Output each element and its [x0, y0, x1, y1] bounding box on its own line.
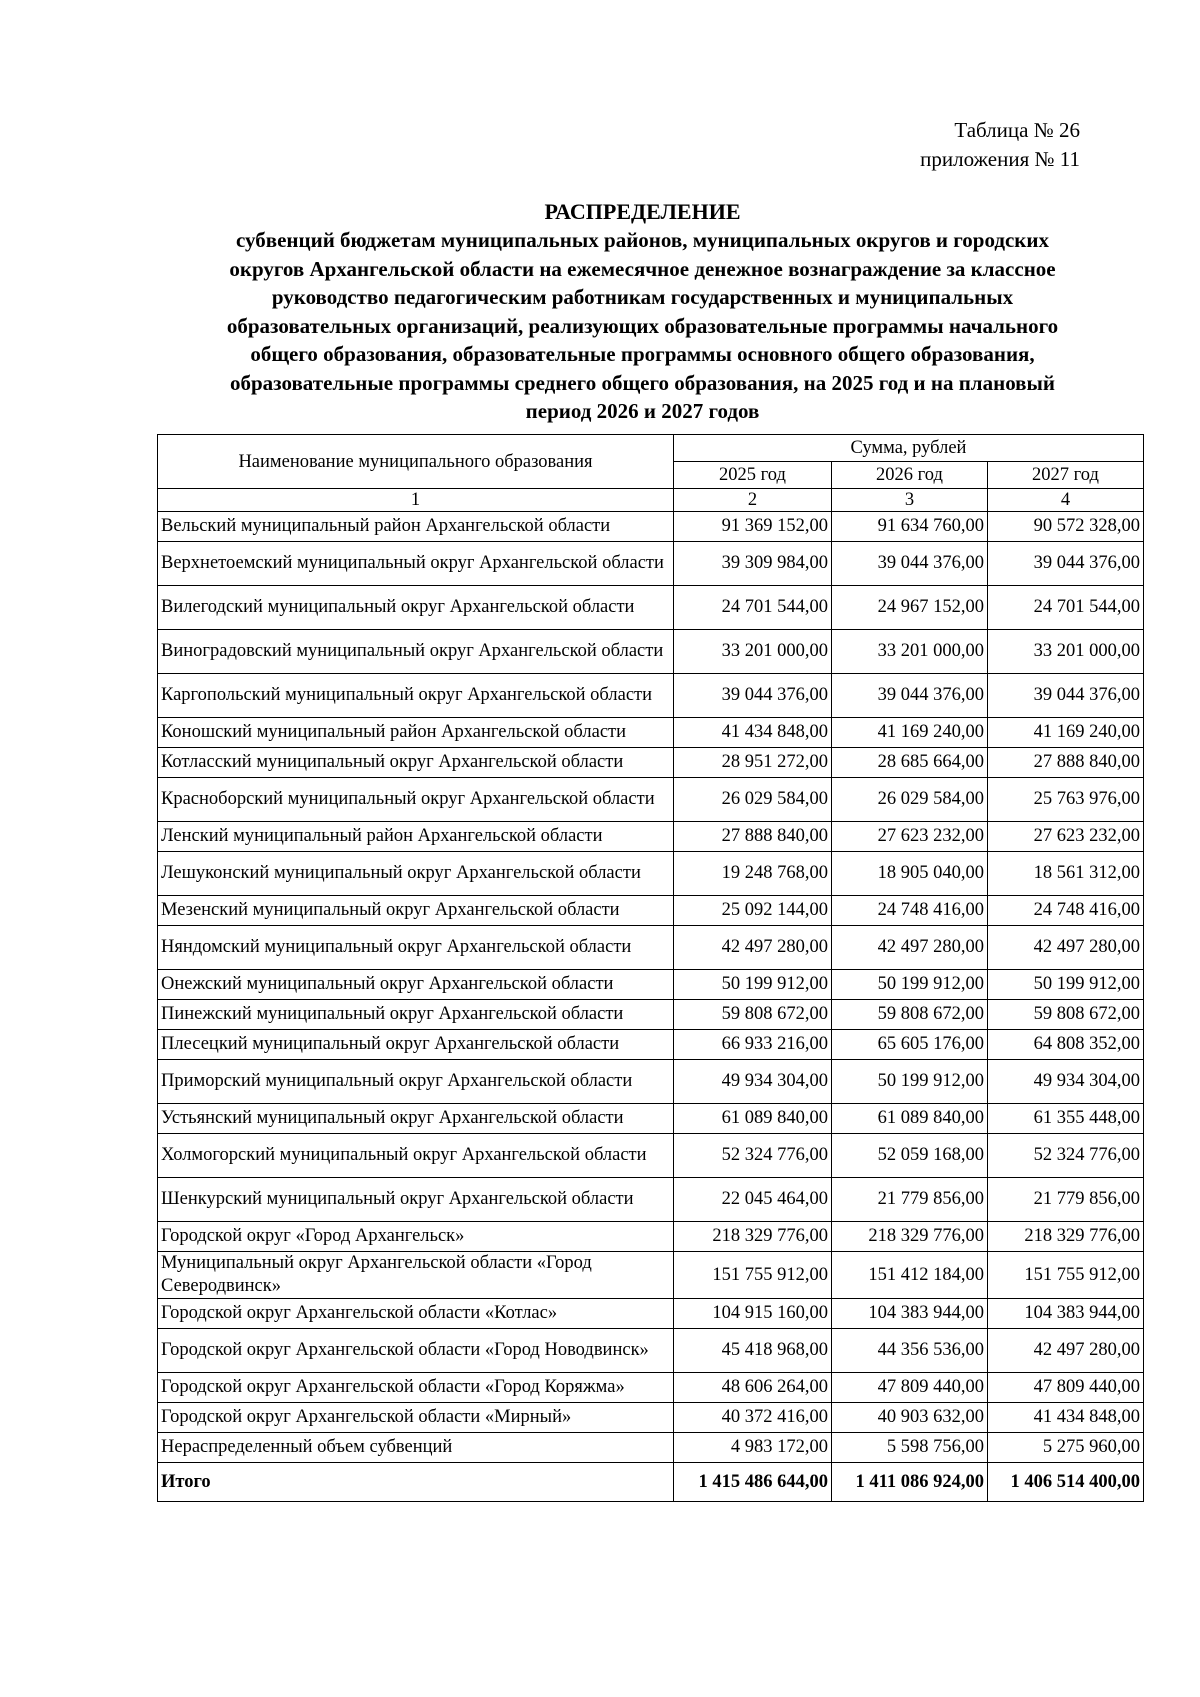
table-row [158, 718, 1144, 748]
amount-2027: 42 497 280,00 [988, 1329, 1144, 1373]
amount-2026: 104 383 944,00 [832, 1299, 988, 1329]
municipality-name: Котласский муниципальный округ Архангельской области [158, 748, 674, 778]
amount-2026: 21 779 856,00 [832, 1178, 988, 1222]
amount-2026: 28 685 664,00 [832, 748, 988, 778]
amount-2025: 52 324 776,00 [674, 1134, 832, 1178]
amount-2025: 27 888 840,00 [674, 822, 832, 852]
municipality-name: Городской округ Архангельской области «Мирный» [158, 1403, 674, 1433]
amount-2027: 59 808 672,00 [988, 1000, 1144, 1030]
table-number: Таблица № 26 [954, 118, 1080, 142]
table-row [158, 1373, 1144, 1403]
municipality-name: Городской округ «Город Архангельск» [158, 1222, 674, 1252]
table-row [158, 512, 1144, 542]
amount-2026: 39 044 376,00 [832, 542, 988, 586]
amount-2025: 42 497 280,00 [674, 926, 832, 970]
table-row [158, 748, 1144, 778]
municipality-name: Ленский муниципальный район Архангельской области [158, 822, 674, 852]
municipality-name: Мезенский муниципальный округ Архангельской области [158, 896, 674, 926]
amount-2027: 27 888 840,00 [988, 748, 1144, 778]
amount-2027: 39 044 376,00 [988, 542, 1144, 586]
amount-2025: 59 808 672,00 [674, 1000, 832, 1030]
amount-2026: 27 623 232,00 [832, 822, 988, 852]
amount-2027: 41 169 240,00 [988, 718, 1144, 748]
amount-2026: 42 497 280,00 [832, 926, 988, 970]
subtitle-line: субвенций бюджетам муниципальных районов, муниципальных округов и городских [235, 228, 1050, 252]
amount-2025: 24 701 544,00 [674, 586, 832, 630]
amount-2025: 49 934 304,00 [674, 1060, 832, 1104]
amount-2027: 104 383 944,00 [988, 1299, 1144, 1329]
document-reference [920, 116, 1080, 174]
table-row [158, 1030, 1144, 1060]
year-2025-header: 2025 год [674, 462, 832, 489]
table-row [158, 896, 1144, 926]
table-row [158, 1299, 1144, 1329]
table-row [158, 1104, 1144, 1134]
municipality-name: Холмогорский муниципальный округ Архангельской области [158, 1134, 674, 1178]
document-title: РАСПРЕДЕЛЕНИЕ [544, 199, 741, 224]
column-number: 4 [988, 489, 1144, 512]
municipality-name: Вилегодский муниципальный округ Архангельской области [158, 586, 674, 630]
distribution-table [157, 434, 1144, 1502]
table-row [158, 1329, 1144, 1373]
amount-2027: 42 497 280,00 [988, 926, 1144, 970]
subtitle-line: руководство педагогическим работникам государственных и муниципальных [271, 285, 1014, 309]
amount-2026: 218 329 776,00 [832, 1222, 988, 1252]
municipality-name: Устьянский муниципальный округ Архангельской области [158, 1104, 674, 1134]
amount-2025: 26 029 584,00 [674, 778, 832, 822]
table-row [158, 630, 1144, 674]
table-row [158, 822, 1144, 852]
amount-2026: 33 201 000,00 [832, 630, 988, 674]
amount-2025: 33 201 000,00 [674, 630, 832, 674]
amount-2026: 50 199 912,00 [832, 1060, 988, 1104]
amount-2027: 41 434 848,00 [988, 1403, 1144, 1433]
amount-2026: 41 169 240,00 [832, 718, 988, 748]
amount-2026: 24 748 416,00 [832, 896, 988, 926]
total-amount-2026: 1 411 086 924,00 [832, 1463, 988, 1502]
table-row [158, 1134, 1144, 1178]
amount-2026: 59 808 672,00 [832, 1000, 988, 1030]
year-2027-header: 2027 год [988, 462, 1144, 489]
municipality-name: Пинежский муниципальный округ Архангельской области [158, 1000, 674, 1030]
total-label: Итого [158, 1463, 674, 1502]
amount-2025: 40 372 416,00 [674, 1403, 832, 1433]
amount-2025: 61 089 840,00 [674, 1104, 832, 1134]
amount-2026: 91 634 760,00 [832, 512, 988, 542]
amount-2026: 40 903 632,00 [832, 1403, 988, 1433]
amount-2025: 25 092 144,00 [674, 896, 832, 926]
municipality-name: Виноградовский муниципальный округ Архангельской области [158, 630, 674, 674]
municipality-name: Красноборский муниципальный округ Архангельской области [158, 778, 674, 822]
amount-2026: 52 059 168,00 [832, 1134, 988, 1178]
amount-2027: 52 324 776,00 [988, 1134, 1144, 1178]
amount-2027: 39 044 376,00 [988, 674, 1144, 718]
municipality-name: Онежский муниципальный округ Архангельской области [158, 970, 674, 1000]
amount-2027: 24 701 544,00 [988, 586, 1144, 630]
municipality-name: Плесецкий муниципальный округ Архангельской области [158, 1030, 674, 1060]
amount-2025: 104 915 160,00 [674, 1299, 832, 1329]
amount-2027: 218 329 776,00 [988, 1222, 1144, 1252]
municipality-name: Приморский муниципальный округ Архангельской области [158, 1060, 674, 1104]
municipality-name: Нераспределенный объем субвенций [158, 1433, 674, 1463]
amount-2027: 21 779 856,00 [988, 1178, 1144, 1222]
table-row [158, 674, 1144, 718]
amount-2025: 28 951 272,00 [674, 748, 832, 778]
table-row [158, 1403, 1144, 1433]
table-row [158, 1252, 1144, 1299]
amount-2027: 49 934 304,00 [988, 1060, 1144, 1104]
table-row [158, 970, 1144, 1000]
amount-2027: 25 763 976,00 [988, 778, 1144, 822]
amount-2027: 5 275 960,00 [988, 1433, 1144, 1463]
sum-column-header: Сумма, рублей [674, 435, 1144, 462]
year-2026-header: 2026 год [832, 462, 988, 489]
amount-2027: 33 201 000,00 [988, 630, 1144, 674]
amount-2027: 151 755 912,00 [988, 1252, 1144, 1299]
amount-2026: 65 605 176,00 [832, 1030, 988, 1060]
table-row [158, 1433, 1144, 1463]
municipality-name: Муниципальный округ Архангельской области «Город Северодвинск» [158, 1252, 674, 1299]
amount-2025: 48 606 264,00 [674, 1373, 832, 1403]
municipality-name: Городской округ Архангельской области «Город Коряжма» [158, 1373, 674, 1403]
amount-2026: 151 412 184,00 [832, 1252, 988, 1299]
amount-2025: 4 983 172,00 [674, 1433, 832, 1463]
column-number: 2 [674, 489, 832, 512]
municipality-name: Коношский муниципальный район Архангельской области [158, 718, 674, 748]
municipality-name: Лешуконский муниципальный округ Архангельской области [158, 852, 674, 896]
table-row [158, 586, 1144, 630]
table-row [158, 542, 1144, 586]
subtitle-line: общего образования, образовательные программы основного общего образования, [250, 342, 1035, 366]
subtitle-line: период 2026 и 2027 годов [525, 399, 760, 423]
municipality-name: Верхнетоемский муниципальный округ Архангельской области [158, 542, 674, 586]
municipality-name: Городской округ Архангельской области «Город Новодвинск» [158, 1329, 674, 1373]
table-row [158, 1222, 1144, 1252]
amount-2025: 39 044 376,00 [674, 674, 832, 718]
amount-2025: 45 418 968,00 [674, 1329, 832, 1373]
amount-2025: 151 755 912,00 [674, 1252, 832, 1299]
amount-2027: 18 561 312,00 [988, 852, 1144, 896]
municipality-name: Городской округ Архангельской области «Котлас» [158, 1299, 674, 1329]
amount-2027: 24 748 416,00 [988, 896, 1144, 926]
amount-2026: 18 905 040,00 [832, 852, 988, 896]
amount-2026: 5 598 756,00 [832, 1433, 988, 1463]
municipality-name: Вельский муниципальный район Архангельской области [158, 512, 674, 542]
amount-2027: 61 355 448,00 [988, 1104, 1144, 1134]
amount-2025: 218 329 776,00 [674, 1222, 832, 1252]
table-row [158, 778, 1144, 822]
amount-2025: 50 199 912,00 [674, 970, 832, 1000]
column-number-row [158, 489, 1144, 512]
column-number: 3 [832, 489, 988, 512]
amount-2025: 22 045 464,00 [674, 1178, 832, 1222]
amount-2026: 26 029 584,00 [832, 778, 988, 822]
amount-2025: 19 248 768,00 [674, 852, 832, 896]
header-row [158, 435, 1144, 462]
amount-2026: 47 809 440,00 [832, 1373, 988, 1403]
total-amount-2027: 1 406 514 400,00 [988, 1463, 1144, 1502]
amount-2025: 66 933 216,00 [674, 1030, 832, 1060]
total-amount-2025: 1 415 486 644,00 [674, 1463, 832, 1502]
amount-2025: 39 309 984,00 [674, 542, 832, 586]
amount-2027: 50 199 912,00 [988, 970, 1144, 1000]
table-row [158, 1178, 1144, 1222]
document-heading [150, 197, 1135, 426]
municipality-name: Шенкурский муниципальный округ Архангельской области [158, 1178, 674, 1222]
subtitle-line: образовательных организаций, реализующих образовательные программы начального [226, 313, 1059, 338]
municipality-name: Няндомский муниципальный округ Архангельской области [158, 926, 674, 970]
amount-2027: 90 572 328,00 [988, 512, 1144, 542]
table-row [158, 852, 1144, 896]
amount-2027: 64 808 352,00 [988, 1030, 1144, 1060]
amount-2026: 61 089 840,00 [832, 1104, 988, 1134]
appendix-number: приложения № 11 [920, 147, 1080, 171]
municipality-name: Каргопольский муниципальный округ Архангельской области [158, 674, 674, 718]
column-number: 1 [158, 489, 674, 512]
municipality-column-header: Наименование муниципального образования [158, 435, 674, 489]
total-row [158, 1463, 1144, 1502]
amount-2026: 24 967 152,00 [832, 586, 988, 630]
amount-2026: 39 044 376,00 [832, 674, 988, 718]
table-row [158, 1000, 1144, 1030]
amount-2025: 91 369 152,00 [674, 512, 832, 542]
amount-2026: 44 356 536,00 [832, 1329, 988, 1373]
subtitle-line: округов Архангельской области на ежемесячное денежное вознаграждение за классное [229, 256, 1056, 281]
table-row [158, 926, 1144, 970]
amount-2027: 27 623 232,00 [988, 822, 1144, 852]
amount-2026: 50 199 912,00 [832, 970, 988, 1000]
subtitle-line: образовательные программы среднего общего образования, на 2025 год и на плановый [229, 370, 1056, 395]
table-row [158, 1060, 1144, 1104]
amount-2027: 47 809 440,00 [988, 1373, 1144, 1403]
amount-2025: 41 434 848,00 [674, 718, 832, 748]
